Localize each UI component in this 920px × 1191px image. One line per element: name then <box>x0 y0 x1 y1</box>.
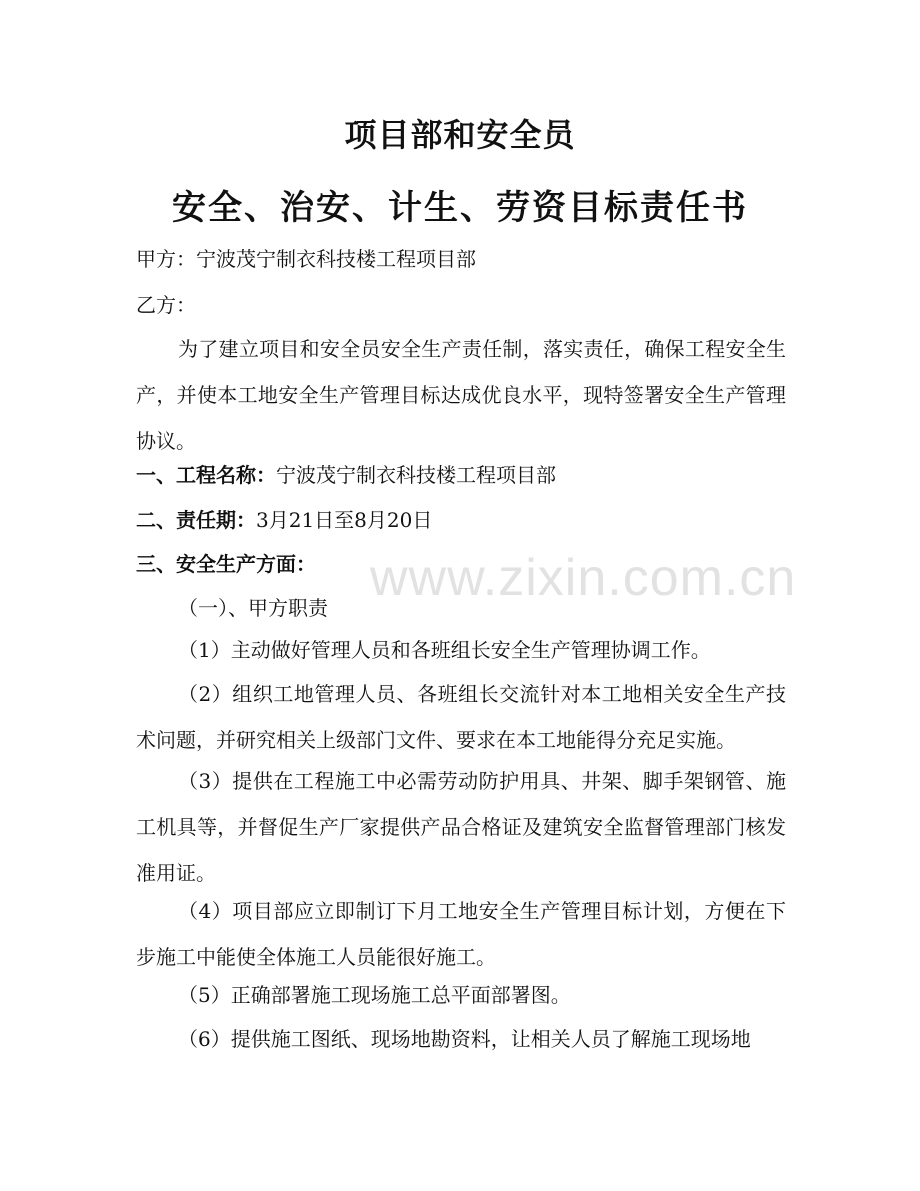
section-responsibility-period <box>136 497 786 543</box>
party-a: 甲方：宁波茂宁制衣科技楼工程项目部 <box>136 247 476 271</box>
document-title: 项目部和安全员 <box>344 116 576 154</box>
section-value: 3月21日至8月20日 <box>256 508 433 532</box>
list-item: （1）主动做好管理人员和各班组长安全生产管理协调工作。 <box>178 638 711 662</box>
section-label: 一、工程名称： <box>136 463 276 487</box>
list-item: （5）正确部署施工现场施工总平面部署图。 <box>178 983 571 1007</box>
section-label: 三、安全生产方面： <box>136 552 316 576</box>
document-subtitle: 安全、治安、计生、劳资目标责任书 <box>172 188 748 228</box>
section-project-name <box>136 452 786 498</box>
section-label: 二、责任期： <box>136 508 256 532</box>
section-value: 宁波茂宁制衣科技楼工程项目部 <box>276 463 556 487</box>
intro-paragraph: 为了建立项目和安全员安全生产责任制，落实责任，确保工程安全生产，并使本工地安全生产管理目标达成优良水平，现特签署安全生产管理协议。 <box>136 337 786 453</box>
list-item: （2）组织工地管理人员、各班组长交流针对本工地相关安全生产技术问题，并研究相关上级部门文件、要求在本工地能得分充足实施。 <box>136 682 786 752</box>
list-item: （3）提供在工程施工中必需劳动防护用具、井架、脚手架钢管、施工机具等，并督促生产厂家提供产品合格证及建筑安全监督管理部门核发准用证。 <box>136 769 786 885</box>
party-b: 乙方： <box>136 293 196 317</box>
sub-heading: （一）、甲方职责 <box>178 596 328 620</box>
watermark: www.zixin.com.cn <box>370 549 797 607</box>
list-item: （4）项目部应立即制订下月工地安全生产管理目标计划，方便在下步施工中能使全体施工人员能很好施工。 <box>136 899 786 969</box>
list-item: （6）提供施工图纸、现场地勘资料，让相关人员了解施工现场地 <box>178 1027 751 1051</box>
